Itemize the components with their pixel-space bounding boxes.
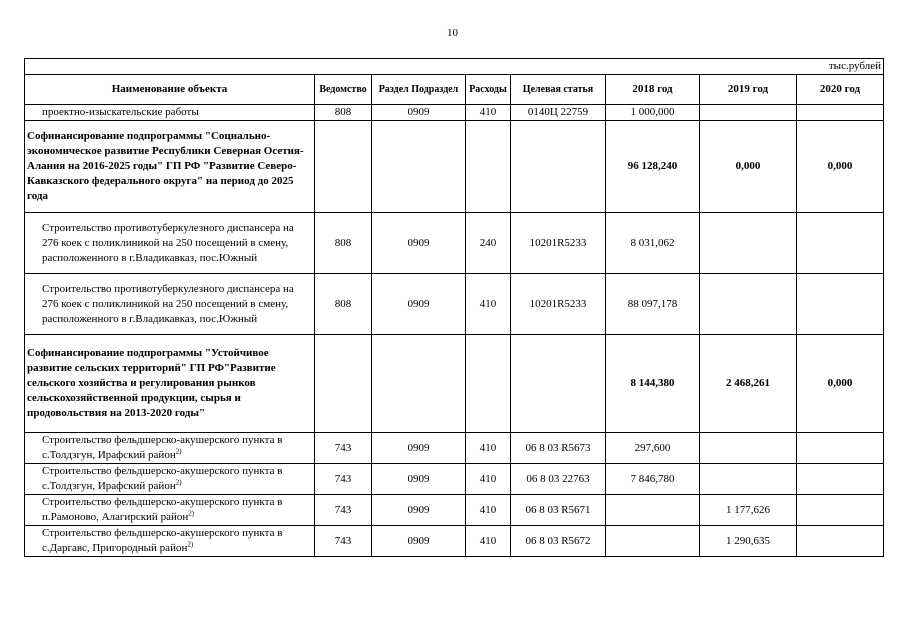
cell-dept: 808 bbox=[315, 274, 372, 335]
object-name: Софинансирование подпрограммы "Устойчивое развитие сельских территорий" ГП РФ"Развитие сельского хозяйства и регулирования рынков сельскохозяйственной продукции, сырья и продовольствия на 2013-2020 годы" bbox=[27, 347, 276, 419]
table-row bbox=[25, 526, 884, 557]
table-row bbox=[25, 495, 884, 526]
cell-y2018 bbox=[606, 526, 700, 557]
cell-target: 10201R5233 bbox=[511, 213, 606, 274]
cell-y2018 bbox=[606, 495, 700, 526]
cell-dept bbox=[315, 121, 372, 213]
cell-expense: 410 bbox=[466, 105, 511, 121]
budget-table bbox=[24, 58, 884, 557]
object-name-cell bbox=[25, 121, 315, 213]
header-section: Раздел Подраздел bbox=[372, 75, 466, 105]
cell-section: 0909 bbox=[372, 526, 466, 557]
cell-target: 0140Ц 22759 bbox=[511, 105, 606, 121]
cell-dept bbox=[315, 335, 372, 433]
cell-y2020: 0,000 bbox=[797, 121, 884, 213]
cell-section: 0909 bbox=[372, 433, 466, 464]
footnote-marker: 2) bbox=[187, 540, 194, 549]
units-row bbox=[25, 59, 884, 75]
object-name-cell bbox=[25, 105, 315, 121]
object-name: Строительство противотуберкулезного диспансера на 276 коек с поликлиникой на 250 посещений в смену, расположенного в г.Владикавказ, пос.Южный bbox=[42, 221, 294, 264]
cell-dept: 808 bbox=[315, 213, 372, 274]
cell-y2020: 0,000 bbox=[797, 335, 884, 433]
object-name: Строительство фельдшерско-акушерского пункта в п.Рамоново, Алагирский район bbox=[42, 496, 283, 523]
object-name: проектно-изыскательские работы bbox=[42, 106, 199, 118]
cell-section: 0909 bbox=[372, 274, 466, 335]
object-name-cell bbox=[25, 464, 315, 495]
cell-target: 06 8 03 22763 bbox=[511, 464, 606, 495]
object-name-cell bbox=[25, 526, 315, 557]
cell-section bbox=[372, 121, 466, 213]
cell-y2018: 8 144,380 bbox=[606, 335, 700, 433]
table-row bbox=[25, 433, 884, 464]
object-name: Строительство фельдшерско-акушерского пункта в с.Толдзгун, Ирафский район bbox=[42, 434, 283, 461]
cell-y2018: 96 128,240 bbox=[606, 121, 700, 213]
cell-section: 0909 bbox=[372, 464, 466, 495]
cell-dept: 743 bbox=[315, 526, 372, 557]
cell-expense: 410 bbox=[466, 464, 511, 495]
cell-y2019: 1 290,635 bbox=[700, 526, 797, 557]
cell-y2020 bbox=[797, 105, 884, 121]
header-target: Целевая статья bbox=[511, 75, 606, 105]
object-name: Строительство фельдшерско-акушерского пункта в с.Даргавс, Пригородный район bbox=[42, 527, 283, 554]
object-name: Софинансирование подпрограммы "Социально-экономическое развитие Республики Северная Осетия-Алания на 2016-2025 годы" ГП РФ "Развитие Северо-Кавказского федерального округа" на период до 2025 года bbox=[27, 130, 304, 202]
cell-y2020 bbox=[797, 433, 884, 464]
cell-y2020 bbox=[797, 213, 884, 274]
cell-y2020 bbox=[797, 495, 884, 526]
header-name: Наименование объекта bbox=[25, 75, 315, 105]
table-row bbox=[25, 105, 884, 121]
cell-y2018: 7 846,780 bbox=[606, 464, 700, 495]
cell-y2020 bbox=[797, 274, 884, 335]
units-label: тыс.рублей bbox=[25, 59, 884, 75]
cell-target: 10201R5233 bbox=[511, 274, 606, 335]
header-dept: Ведомство bbox=[315, 75, 372, 105]
header-2018: 2018 год bbox=[606, 75, 700, 105]
cell-expense: 410 bbox=[466, 433, 511, 464]
cell-expense: 410 bbox=[466, 274, 511, 335]
header-2020: 2020 год bbox=[797, 75, 884, 105]
cell-expense bbox=[466, 121, 511, 213]
header-row bbox=[25, 75, 884, 105]
cell-target bbox=[511, 121, 606, 213]
cell-y2019: 0,000 bbox=[700, 121, 797, 213]
cell-target: 06 8 03 R5672 bbox=[511, 526, 606, 557]
cell-y2020 bbox=[797, 464, 884, 495]
cell-section: 0909 bbox=[372, 105, 466, 121]
footnote-marker: 2) bbox=[188, 509, 195, 518]
cell-y2019 bbox=[700, 274, 797, 335]
object-name-cell bbox=[25, 213, 315, 274]
cell-target: 06 8 03 R5673 bbox=[511, 433, 606, 464]
cell-section: 0909 bbox=[372, 213, 466, 274]
cell-y2019 bbox=[700, 213, 797, 274]
table-row bbox=[25, 335, 884, 433]
cell-expense: 410 bbox=[466, 526, 511, 557]
cell-expense: 410 bbox=[466, 495, 511, 526]
cell-y2019 bbox=[700, 464, 797, 495]
object-name-cell bbox=[25, 495, 315, 526]
object-name-cell bbox=[25, 335, 315, 433]
header-2019: 2019 год bbox=[700, 75, 797, 105]
table-row bbox=[25, 464, 884, 495]
cell-y2018: 1 000,000 bbox=[606, 105, 700, 121]
table-body bbox=[25, 105, 884, 557]
cell-dept: 743 bbox=[315, 433, 372, 464]
cell-y2019 bbox=[700, 433, 797, 464]
cell-dept: 743 bbox=[315, 464, 372, 495]
cell-y2018: 8 031,062 bbox=[606, 213, 700, 274]
cell-expense: 240 bbox=[466, 213, 511, 274]
cell-dept: 743 bbox=[315, 495, 372, 526]
footnote-marker: 2) bbox=[175, 447, 182, 456]
object-name-cell bbox=[25, 274, 315, 335]
object-name: Строительство противотуберкулезного диспансера на 276 коек с поликлиникой на 250 посещений в смену, расположенного в г.Владикавказ, пос.Южный bbox=[42, 282, 294, 325]
cell-target bbox=[511, 335, 606, 433]
cell-expense bbox=[466, 335, 511, 433]
table-row bbox=[25, 121, 884, 213]
header-expense: Расходы bbox=[466, 75, 511, 105]
cell-y2019 bbox=[700, 105, 797, 121]
cell-y2019: 2 468,261 bbox=[700, 335, 797, 433]
cell-y2018: 88 097,178 bbox=[606, 274, 700, 335]
cell-y2018: 297,600 bbox=[606, 433, 700, 464]
cell-y2019: 1 177,626 bbox=[700, 495, 797, 526]
cell-y2020 bbox=[797, 526, 884, 557]
cell-section bbox=[372, 335, 466, 433]
footnote-marker: 2) bbox=[175, 478, 182, 487]
object-name-cell bbox=[25, 433, 315, 464]
page-number: 10 bbox=[447, 27, 458, 39]
object-name: Строительство фельдшерско-акушерского пункта в с.Толдзгун, Ирафский район bbox=[42, 465, 283, 492]
table-row bbox=[25, 274, 884, 335]
cell-dept: 808 bbox=[315, 105, 372, 121]
table-row bbox=[25, 213, 884, 274]
cell-section: 0909 bbox=[372, 495, 466, 526]
cell-target: 06 8 03 R5671 bbox=[511, 495, 606, 526]
